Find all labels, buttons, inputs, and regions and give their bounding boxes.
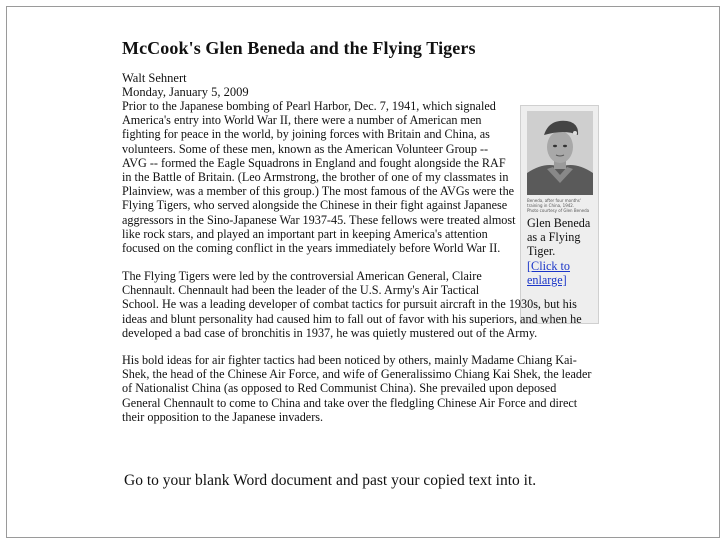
paragraph-line: AVG -- formed the Eagle Squadrons in England and fought alongside the RAF <box>122 155 506 170</box>
enlarge-link[interactable]: [Click to <box>527 258 570 273</box>
paragraph-3 <box>122 353 608 424</box>
document-screenshot <box>122 38 612 432</box>
instruction-text: Go to your blank Word document and past your copied text into it. <box>124 472 537 489</box>
paragraph-line: developed a bad case of bronchitis in 1937, he was quietly mustered out of the Army. <box>122 325 538 340</box>
article-meta <box>122 71 249 99</box>
paragraph-line: like rock stars, and played an important part in keeping America's attention <box>122 226 488 241</box>
photo-small-caption-text: Beneda, after four months' training in China, 1942. <box>527 198 581 208</box>
photo-small-caption <box>527 198 593 213</box>
enlarge-link[interactable]: enlarge] <box>527 272 567 287</box>
photo-credit: Photo courtesy of Glen Beneda <box>527 208 590 213</box>
caption-line: as a Flying <box>527 230 581 245</box>
paragraph-line: their opposition to the Japanese invaders. <box>122 409 324 424</box>
article-author: Walt Sehnert <box>122 71 187 85</box>
portrait-image <box>527 111 593 195</box>
paragraph-2 <box>122 269 608 340</box>
paragraph-line: of Nationalist China (as opposed to Red Communist China). She prevailed upon deposed <box>122 381 557 396</box>
paragraph-line: The Flying Tigers were led by the controversial American General, Claire <box>122 269 482 283</box>
paragraph-line: Flying Tigers, who served alongside the Chinese in their fight against Japanese <box>122 198 508 213</box>
paragraph-line: General Chennault to come to China and take over the fledgling Chinese Air Force and direct <box>122 395 578 410</box>
article-title: McCook's Glen Beneda and the Flying Tigers <box>122 38 476 58</box>
paragraph-1 <box>122 99 522 255</box>
paragraph-line: focused on the coming conflict in the years immediately before World War II. <box>122 241 501 256</box>
paragraph-line: School. He was a leading developer of combat tactics for pursuit aircraft in the 1930s, but his <box>122 297 577 312</box>
paragraph-line: America's entry into World War II, there were a number of American men <box>122 113 482 128</box>
caption-line: Tiger. <box>527 244 556 259</box>
soldier-portrait-photo[interactable] <box>527 111 593 195</box>
paragraph-line: His bold ideas for air fighter tactics had been noticed by others, mainly Madame Chiang Kai- <box>122 353 577 367</box>
paragraph-line: ideas and blunt personality had caused him to fall out of favor with his superiors, and when he <box>122 311 582 326</box>
article-date: Monday, January 5, 2009 <box>122 85 249 99</box>
caption-line: Glen Beneda <box>527 216 591 230</box>
paragraph-line: fighting for peace in the world, by joining forces with Britain and China, as <box>122 127 490 142</box>
paragraph-line: aggressors in the Sino-Japanese War 1937-45. These fellows were treated almost <box>122 212 516 227</box>
paragraph-line: in the Battle of Britain. (Leo Armstrong, the brother of one of my classmates in <box>122 170 509 185</box>
paragraph-line: Chennault. Chennault had been the leader of the U.S. Army's Air Tactical <box>122 283 480 298</box>
paragraph-line: Shek, the head of the Chinese Air Force, and wife of Generalissimo Chiang Kai Shek, the leader <box>122 367 592 382</box>
paragraph-line: Plainview, was a member of this group.) The most famous of the AVGs were the <box>122 184 515 199</box>
paragraph-line: Prior to the Japanese bombing of Pearl Harbor, Dec. 7, 1941, which signaled <box>122 99 496 113</box>
paragraph-line: volunteers. Some of these men, known as the American Volunteer Group -- <box>122 141 489 156</box>
